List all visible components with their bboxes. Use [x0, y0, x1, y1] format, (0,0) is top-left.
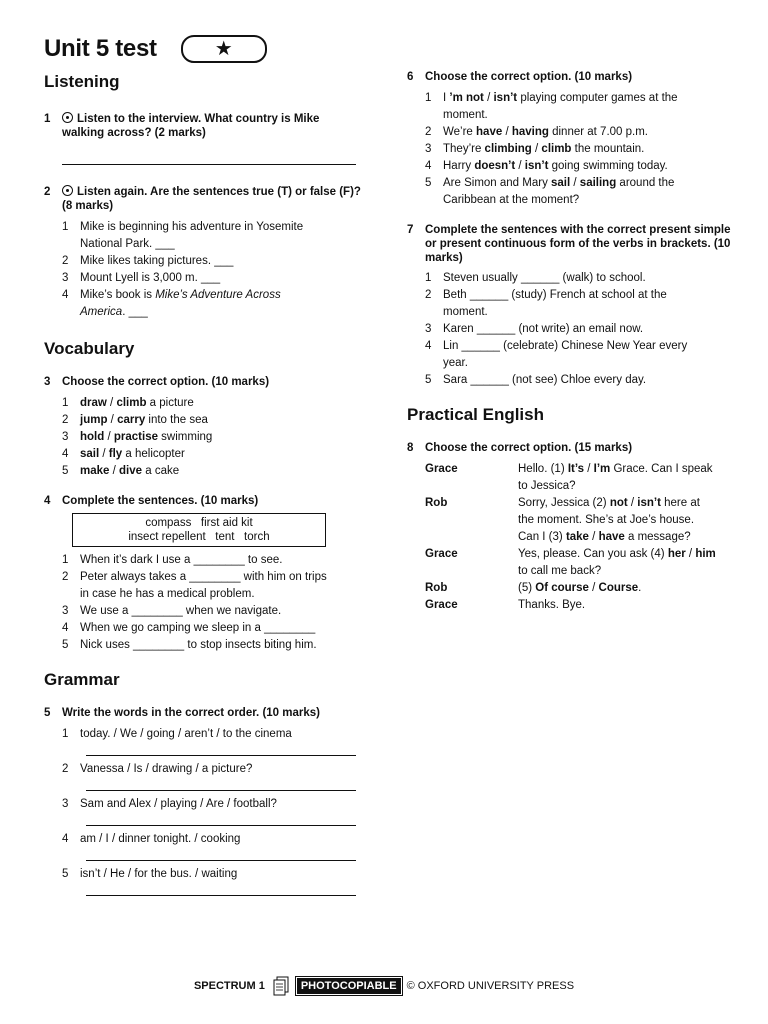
option[interactable]: having — [511, 126, 549, 138]
question-5: 5 Write the words in the correct order. (10 marks) — [44, 707, 320, 719]
list-item: 4 Lin ______ (celebrate) Chinese New Year every year. — [425, 340, 688, 369]
speaker: Grace — [425, 463, 458, 475]
option[interactable]: carry — [117, 414, 146, 426]
option[interactable]: sailing — [579, 177, 617, 189]
star-badge — [181, 35, 267, 63]
option[interactable]: I’m — [593, 463, 611, 475]
dialogue-line: Rob (5) Of course / Course. — [425, 580, 737, 597]
option[interactable]: hold — [80, 431, 105, 443]
list-item: 4 am / I / dinner tonight. / cooking — [62, 833, 241, 845]
dialogue-line: Grace Hello. (1) It’s / I’m Grace. Can I speak to Jessica? — [425, 461, 737, 495]
answer-line[interactable] — [86, 825, 356, 826]
title-row — [44, 32, 364, 66]
list-item: 5 isn’t / He / for the bus. / waiting — [62, 868, 238, 880]
option[interactable]: have — [476, 126, 503, 138]
option[interactable]: Of course — [535, 582, 589, 594]
answer-line[interactable] — [86, 895, 356, 896]
list-item: 4 sail / fly a helicopter — [62, 448, 185, 460]
list-item: 5 Are Simon and Mary sail / sailing around the Caribbean at the moment? — [425, 177, 675, 206]
question-1 — [44, 112, 364, 140]
word-box: compass first aid kit insect repellent tent torch — [72, 513, 326, 547]
list-item: 1 today. / We / going / aren’t / to the cinema — [62, 728, 292, 740]
dialogue — [425, 461, 737, 614]
page-footer — [0, 976, 768, 996]
list-item: 2 jump / carry into the sea — [62, 414, 208, 426]
option[interactable]: dive — [119, 465, 143, 477]
speaker: Grace — [425, 599, 458, 611]
answer-line[interactable] — [86, 860, 356, 861]
list-item: 3 Karen ______ (not write) an email now. — [425, 323, 644, 335]
option[interactable]: her — [667, 548, 686, 560]
option[interactable]: have — [598, 531, 625, 543]
practical-english-heading: Practical English — [407, 405, 544, 424]
option[interactable]: doesn’t — [474, 160, 516, 172]
list-item: 3 hold / practise swimming — [62, 431, 213, 443]
list-item: 4 Harry doesn’t / isn’t going swimming today. — [425, 160, 668, 172]
listen-icon — [62, 185, 73, 196]
list-item: 3 Sam and Alex / playing / Are / football? — [62, 798, 277, 810]
list-item: 5 Nick uses ________ to stop insects biting him. — [62, 639, 317, 651]
list-item: 5 Sara ______ (not see) Chloe every day. — [425, 374, 647, 386]
option[interactable]: isn’t — [493, 92, 518, 104]
option[interactable]: fly — [108, 448, 123, 460]
dialogue-line: Grace Yes, please. Can you ask (4) her / him to call me back? — [425, 546, 737, 580]
option[interactable]: sail — [551, 177, 571, 189]
photocopiable-badge: PHOTOCOPIABLE — [297, 978, 401, 994]
dialogue-line: Rob Sorry, Jessica (2) not / isn’t here at the moment. She’s at Joe’s house. Can I (3) take / have a message? — [425, 495, 737, 546]
list-item: 1 Steven usually ______ (walk) to school. — [425, 272, 646, 284]
question-number: 2 — [44, 186, 51, 198]
list-item: 1 draw / climb a picture — [62, 397, 194, 409]
list-item: 4 When we go camping we sleep in a ________ — [62, 622, 316, 634]
option[interactable]: make — [80, 465, 110, 477]
question-8: 8 Choose the correct option. (15 marks) — [407, 442, 633, 454]
listening-heading: Listening — [44, 72, 120, 91]
option[interactable]: practise — [113, 431, 158, 443]
list-item: 2 Beth ______ (study) French at school at the moment. — [425, 289, 667, 318]
list-item: 3 They’re climbing / climb the mountain. — [425, 143, 645, 155]
question-4: 4 Complete the sentences. (10 marks) — [44, 495, 259, 507]
grammar-heading: Grammar — [44, 670, 120, 689]
speaker: Grace — [425, 548, 458, 560]
option[interactable]: climb — [116, 397, 147, 409]
speaker: Rob — [425, 497, 448, 509]
listen-icon — [62, 112, 73, 123]
option[interactable]: ’m not — [449, 92, 484, 104]
option[interactable]: Course — [598, 582, 639, 594]
list-item: 2 Vanessa / Is / drawing / a picture? — [62, 763, 253, 775]
option[interactable]: not — [609, 497, 628, 509]
series-name: SPECTRUM 1 — [193, 980, 265, 992]
option[interactable]: isn’t — [637, 497, 661, 509]
option[interactable]: him — [695, 548, 716, 560]
question-2 — [44, 185, 364, 213]
answer-line[interactable] — [86, 755, 356, 756]
right-column — [407, 70, 737, 614]
option[interactable]: climbing — [484, 143, 532, 155]
option[interactable]: isn’t — [524, 160, 549, 172]
vocabulary-heading: Vocabulary — [44, 339, 135, 358]
list-item: 1 I ’m not / isn’t playing computer games at the moment. — [425, 92, 678, 121]
list-item: 3 Mount Lyell is 3,000 m. ___ — [62, 272, 221, 284]
left-column — [44, 32, 364, 896]
publisher-credit: © OXFORD UNIVERSITY PRESS — [406, 980, 575, 992]
list-item: 1 Mike is beginning his adventure in Yosemite National Park. ___ — [62, 221, 304, 250]
list-item: 3 We use a ________ when we navigate. — [62, 605, 282, 617]
list-item: 1 When it’s dark I use a ________ to see. — [62, 554, 283, 566]
question-3: 3 Choose the correct option. (10 marks) — [44, 376, 270, 388]
question-7: 7 Complete the sentences with the correct present simple or present continuous form of the verbs in brackets. (10 marks) — [407, 224, 731, 264]
option[interactable]: It’s — [567, 463, 585, 475]
answer-line[interactable] — [86, 790, 356, 791]
dialogue-line: Grace Thanks. Bye. — [425, 597, 737, 614]
answer-line[interactable] — [62, 164, 356, 165]
list-item: 2 We’re have / having dinner at 7.00 p.m. — [425, 126, 648, 138]
option[interactable]: take — [565, 531, 589, 543]
list-item: 2 Peter always takes a ________ with him on trips in case he has a medical problem. — [62, 571, 327, 600]
question-number: 1 — [44, 113, 51, 125]
photocopy-icon — [273, 976, 289, 996]
question-text: Listen again. Are the sentences true (T) or false (F)? (8 marks) — [62, 186, 361, 212]
page-title: Unit 5 test — [44, 35, 157, 62]
list-item: 2 Mike likes taking pictures. ___ — [62, 255, 234, 267]
speaker: Rob — [425, 582, 448, 594]
question-6: 6 Choose the correct option. (10 marks) — [407, 71, 633, 83]
option[interactable]: draw — [80, 397, 107, 409]
option[interactable]: climb — [541, 143, 572, 155]
question-text: Listen to the interview. What country is Mike walking across? (2 marks) — [62, 113, 320, 139]
star-icon: ★ — [214, 38, 233, 60]
list-item: 5 make / dive a cake — [62, 465, 180, 477]
option[interactable]: sail — [80, 448, 100, 460]
option[interactable]: jump — [80, 414, 108, 426]
list-item: 4 Mike’s book is Mike’s Adventure Across America. ___ — [62, 289, 281, 318]
